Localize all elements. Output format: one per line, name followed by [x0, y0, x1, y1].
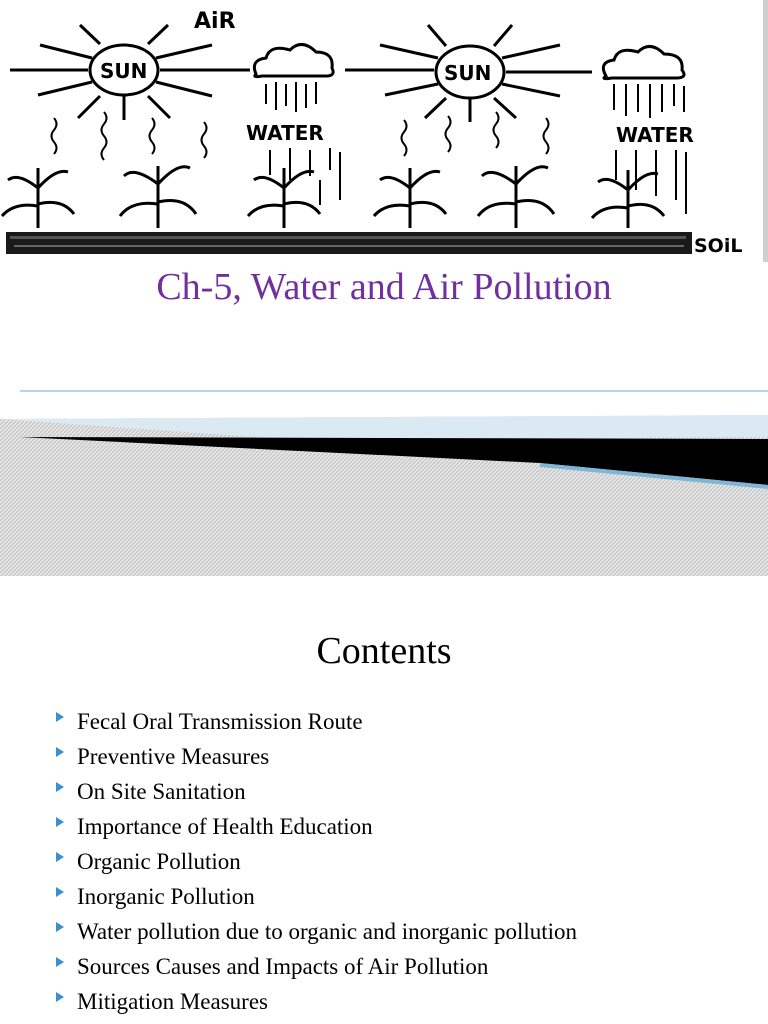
- rain-lines: [614, 84, 686, 214]
- list-item: Inorganic Pollution: [52, 879, 577, 914]
- soil-label: SOiL: [694, 235, 743, 257]
- bullet-icon: [56, 922, 64, 932]
- bullet-icon: [56, 957, 64, 967]
- bullet-icon: [56, 887, 64, 897]
- list-item: Fecal Oral Transmission Route: [52, 704, 577, 739]
- decorative-banner: [0, 385, 768, 576]
- cloud-icon: [603, 46, 684, 78]
- soil-band: [6, 232, 692, 254]
- air-label: AiR: [194, 9, 236, 34]
- slide-title: Ch-5, Water and Air Pollution: [156, 266, 612, 308]
- list-item: Water pollution due to organic and inorganic pollution: [52, 914, 577, 949]
- contents-slide: [0, 576, 768, 1024]
- plant-icons: [2, 166, 664, 228]
- list-item: Organic Pollution: [52, 844, 577, 879]
- water-label: WATER: [616, 123, 694, 147]
- bullet-icon: [56, 747, 64, 757]
- cloud-icon: [254, 44, 333, 76]
- bullet-icon: [56, 817, 64, 827]
- bullet-icon: [56, 852, 64, 862]
- bullet-icon: [56, 782, 64, 792]
- environment-illustration: [0, 0, 768, 262]
- bullet-icon: [56, 712, 64, 722]
- list-item: Preventive Measures: [52, 739, 577, 774]
- list-item: Importance of Health Education: [52, 809, 577, 844]
- sun-label: SUN: [444, 61, 492, 85]
- bullet-icon: [56, 992, 64, 1002]
- sun-label: SUN: [100, 59, 148, 83]
- contents-list: [52, 704, 577, 1019]
- contents-heading: Contents: [316, 630, 452, 672]
- list-item: On Site Sanitation: [52, 774, 577, 809]
- water-label: WATER: [246, 121, 324, 145]
- list-item: Mitigation Measures: [52, 984, 577, 1019]
- list-item: Sources Causes and Impacts of Air Pollution: [52, 949, 577, 984]
